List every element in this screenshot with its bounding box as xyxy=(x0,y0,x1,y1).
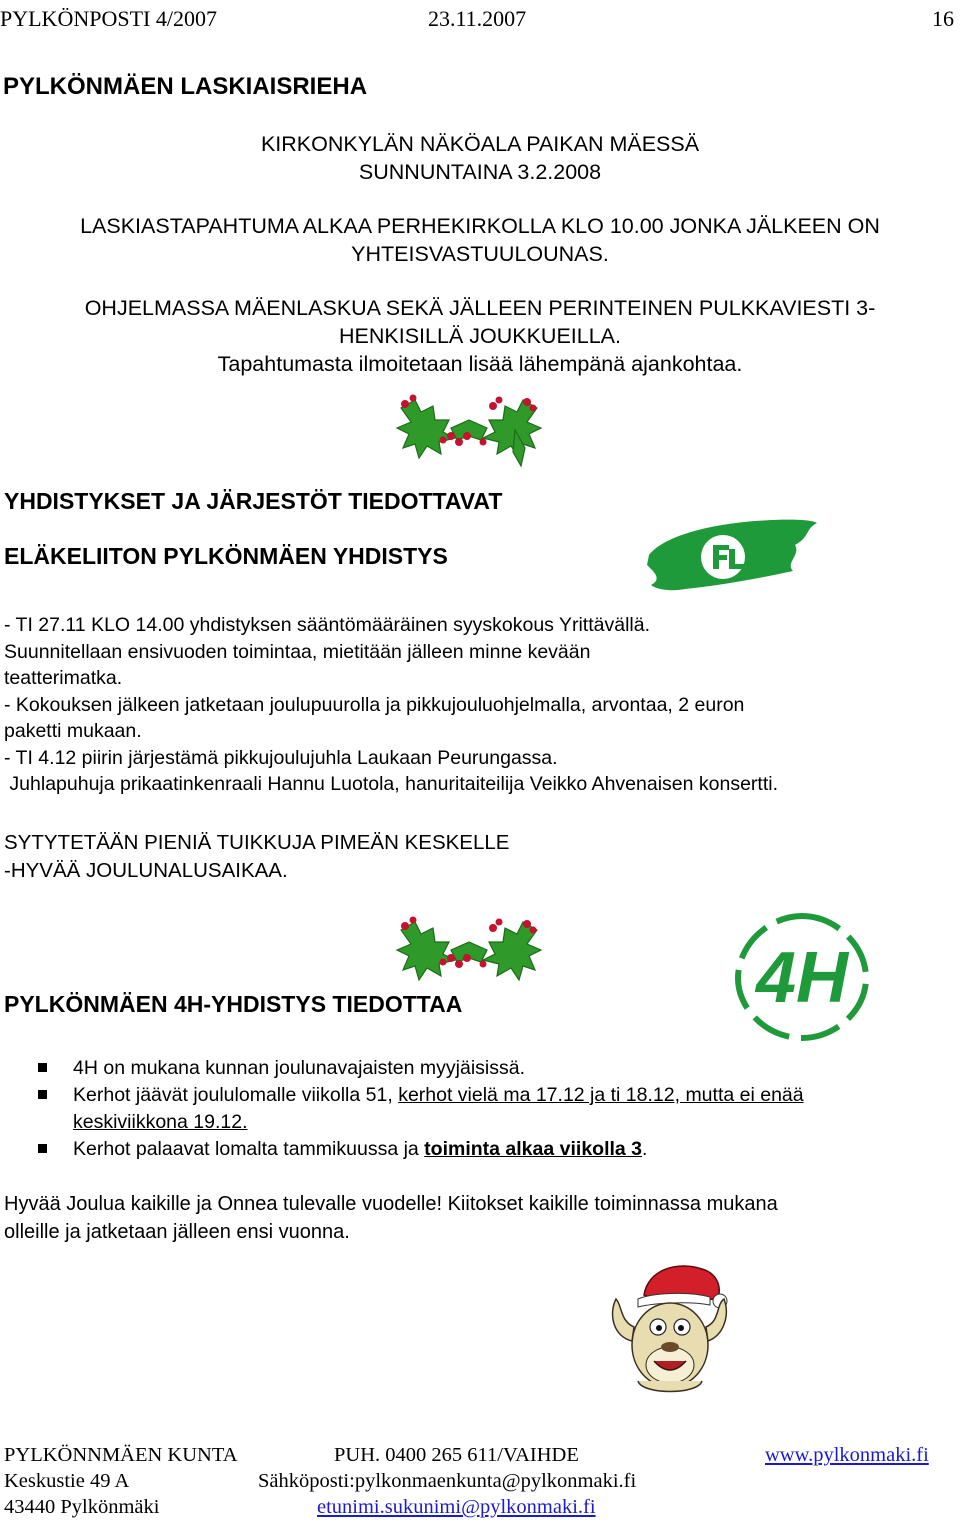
footer-email-line: Sähköposti:pylkonmaenkunta@pylkonmaki.fi xyxy=(258,1470,637,1492)
body-line-6: - TI 4.12 piirin järjestämä pikkujoulujuhla Laukaan Peurungassa. xyxy=(4,746,558,769)
list-item xyxy=(36,1082,916,1136)
bullet-square-icon xyxy=(38,1090,47,1099)
bullet-square-icon xyxy=(38,1144,47,1153)
body-line-4: - Kokouksen jälkeen jatketaan joulupuurolla ja pikkujouluohjelmalla, arvontaa, 2 euron xyxy=(4,693,745,716)
body-line-7: Juhlapuhuja prikaatinkenraali Hannu Luotola, hanuritaiteilija Veikko Ahvenaisen konsertti. xyxy=(4,773,779,795)
elakeliitto-logo xyxy=(645,515,820,595)
laskiais-line6: HENKISILLÄ JOUKKUEILLA. xyxy=(339,324,621,348)
bullet-text: Kerhot jäävät joululomalle viikolla 51, xyxy=(73,1084,399,1106)
body-line-5: paketti mukaan. xyxy=(4,720,142,742)
elakeliitto-body xyxy=(4,612,778,798)
bullet-underlined-text: kerhot vielä ma 17.12 ja ti 18.12, mutta ei enää keskiviikkona 19.12. xyxy=(73,1084,804,1133)
elakeliitto-title: ELÄKELIITON PYLKÖNMÄEN YHDISTYS xyxy=(4,543,448,569)
laskiais-title: PYLKÖNMÄEN LASKIAISRIEHA xyxy=(3,73,368,100)
greeting-line-2: -HYVÄÄ JOULUNALUSAIKAA. xyxy=(4,859,288,882)
laskiais-line7: Tapahtumasta ilmoitetaan lisää lähempänä ajankohtaa. xyxy=(217,352,743,376)
holly-ornament-icon xyxy=(395,912,543,990)
bullet-end: . xyxy=(642,1138,648,1160)
publication-date: 23.11.2007 xyxy=(428,6,527,31)
body-line-3: teatterimatka. xyxy=(4,667,123,689)
laskiais-program xyxy=(0,294,960,378)
laskiais-info xyxy=(0,130,960,186)
4h-logo xyxy=(732,912,872,1042)
laskiais-line3: LASKIASTAPAHTUMA ALKAA PERHEKIRKOLLA KLO 10.00 JONKA JÄLKEEN ON xyxy=(80,214,880,238)
4h-bullet-list xyxy=(36,1055,916,1163)
holly-ornament-icon xyxy=(395,390,543,468)
laskiais-location-line1: KIRKONKYLÄN NÄKÖALA PAIKAN MÄESSÄ xyxy=(260,132,700,156)
associations-title: YHDISTYKSET JA JÄRJESTÖT TIEDOTTAVAT xyxy=(4,488,503,514)
bullet-square-icon xyxy=(38,1063,47,1072)
greeting-line-1: SYTYTETÄÄN PIENIÄ TUIKKUJA PIMEÄN KESKELLE xyxy=(4,831,510,854)
page-number: 16 xyxy=(932,6,954,31)
bullet-emphasis-text: toiminta alkaa viikolla 3 xyxy=(424,1138,643,1160)
bullet-text: 4H on mukana kunnan joulunavajaisten myyjäisissä. xyxy=(73,1057,526,1079)
body-line-2: Suunnitellaan ensivuoden toimintaa, mietitään jälleen minne kevään xyxy=(4,640,591,663)
christmas-greeting xyxy=(4,829,509,885)
bullet-text: Kerhot palaavat lomalta tammikuussa ja xyxy=(73,1138,425,1160)
closing-line-2: olleille ja jatketaan jälleen ensi vuonna. xyxy=(4,1221,350,1243)
santa-mascot-icon xyxy=(598,1255,738,1405)
list-item xyxy=(36,1055,916,1082)
laskiais-line4: YHTEISVASTUULOUNAS. xyxy=(351,242,609,266)
body-line-1: - TI 27.11 KLO 14.00 yhdistyksen sääntömääräinen syyskokous Yrittävällä. xyxy=(4,614,651,636)
laskiais-line5: OHJELMASSA MÄENLASKUA SEKÄ JÄLLEEN PERINTEINEN PULKKAVIESTI 3- xyxy=(84,296,876,320)
list-item xyxy=(36,1136,916,1163)
4h-title: PYLKÖNMÄEN 4H-YHDISTYS TIEDOTTAA xyxy=(4,991,463,1017)
footer-org: PYLKÖNNMÄEN KUNTA xyxy=(4,1444,238,1466)
footer-postal: 43440 Pylkönmäki xyxy=(4,1496,160,1518)
publication-name: PYLKÖNPOSTI 4/2007 xyxy=(0,6,217,31)
closing-greeting xyxy=(4,1190,778,1246)
closing-line-1: Hyvää Joulua kaikille ja Onnea tulevalle vuodelle! Kiitokset kaikille toiminnassa mukana xyxy=(4,1193,778,1215)
footer-website-link[interactable]: www.pylkonmaki.fi xyxy=(765,1444,929,1466)
4h-logo-text: 4H xyxy=(755,938,849,1018)
footer-street: Keskustie 49 A xyxy=(4,1470,130,1492)
footer-email-pattern-link[interactable]: etunimi.sukunimi@pylkonmaki.fi xyxy=(317,1496,596,1518)
footer-phone: PUH. 0400 265 611/VAIHDE xyxy=(334,1444,579,1466)
laskiais-location-line2: SUNNUNTAINA 3.2.2008 xyxy=(358,160,602,184)
laskiais-schedule xyxy=(0,212,960,268)
